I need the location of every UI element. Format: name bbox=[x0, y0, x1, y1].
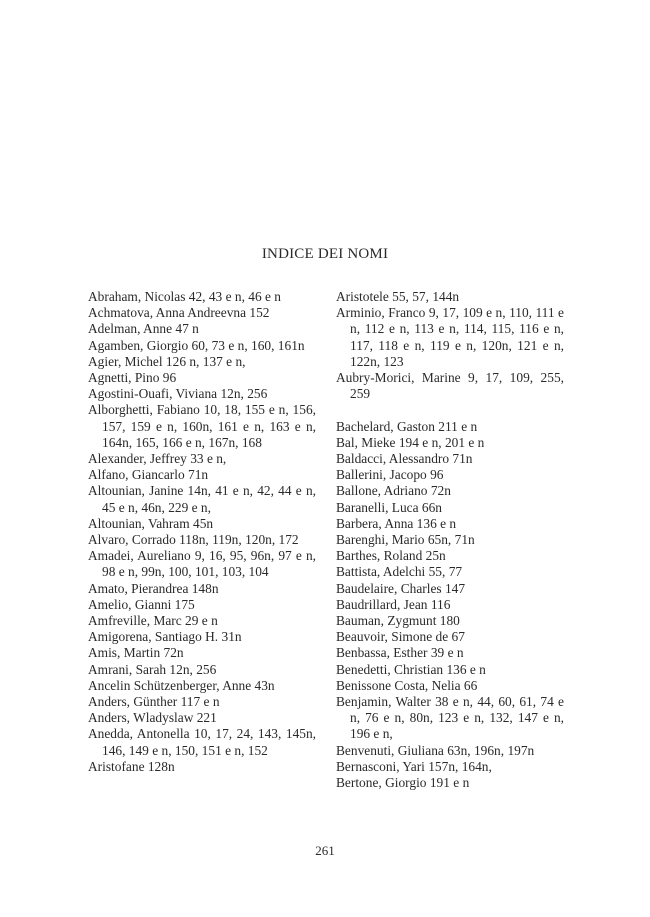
index-entry: Aristofane 128n bbox=[88, 758, 175, 774]
index-group-a bbox=[336, 289, 564, 402]
index-entry: Benvenuti, Giuliana 63n, 196n, 197n bbox=[336, 742, 535, 758]
index-entry: Baldacci, Alessandro 71n bbox=[336, 451, 473, 467]
index-entry: Altounian, Vahram 45n bbox=[88, 515, 214, 531]
index-entry: Amelio, Gianni 175 bbox=[88, 596, 195, 612]
index-entry: Amfreville, Marc 29 e n bbox=[88, 613, 218, 629]
index-entry: Aubry-Morici, Marine 9, 17, 109, 255, 259 bbox=[336, 370, 564, 402]
index-entry: Baudelaire, Charles 147 bbox=[336, 580, 466, 596]
index-entry: Abraham, Nicolas 42, 43 e n, 46 e n bbox=[88, 289, 282, 304]
index-entry: Agier, Michel 126 n, 137 e n, bbox=[88, 353, 246, 369]
index-entry: Achmatova, Anna Andreevna 152 bbox=[88, 305, 270, 321]
index-entry: Arminio, Franco 9, 17, 109 e n, 110, 111 e n, 112 e n, 113 e n, 114, 115, 116 e n, 117, 118 e n, 119 e n, 120n, 121 e n, 122n, 123 bbox=[336, 305, 564, 369]
index-entry: Amigorena, Santiago H. 31n bbox=[88, 629, 242, 645]
index-entry: Anders, Günther 117 e n bbox=[88, 694, 220, 710]
letter-group-separator bbox=[336, 402, 564, 418]
index-entry: Baudrillard, Jean 116 bbox=[336, 596, 451, 612]
index-entry: Agamben, Giorgio 60, 73 e n, 160, 161n bbox=[88, 337, 305, 353]
index-group-b bbox=[336, 419, 564, 792]
index-entry: Bauman, Zygmunt 180 bbox=[336, 613, 460, 629]
index-entry: Battista, Adelchi 55, 77 bbox=[336, 564, 463, 580]
index-entry: Bal, Mieke 194 e n, 201 e n bbox=[336, 434, 485, 450]
index-entry: Barthes, Roland 25n bbox=[336, 548, 446, 564]
index-entry: Benissone Costa, Nelia 66 bbox=[336, 677, 478, 693]
page-title: INDICE DEI NOMI bbox=[261, 246, 389, 262]
index-column-left bbox=[88, 289, 316, 775]
index-entry: Alborghetti, Fabiano 10, 18, 155 e n, 156, 157, 159 e n, 160n, 161 e n, 163 e n, 164n, 165, 166 e n, 167n, 168 bbox=[88, 402, 316, 450]
index-entry: Benbassa, Esther 39 e n bbox=[336, 645, 464, 661]
index-entry: Bachelard, Gaston 211 e n bbox=[336, 418, 478, 434]
index-entry: Alexander, Jeffrey 33 e n, bbox=[88, 451, 227, 467]
index-entry: Benedetti, Christian 136 e n bbox=[336, 661, 486, 677]
index-entry: Barbera, Anna 136 e n bbox=[336, 515, 457, 531]
index-entry: Aristotele 55, 57, 144n bbox=[336, 289, 460, 304]
index-entry: Ancelin Schützenberger, Anne 43n bbox=[88, 677, 275, 693]
index-column-right bbox=[336, 289, 564, 791]
index-entry: Beauvoir, Simone de 67 bbox=[336, 629, 465, 645]
index-entry: Baranelli, Luca 66n bbox=[336, 499, 442, 515]
index-entry: Amadei, Aureliano 9, 16, 95, 96n, 97 e n, 98 e n, 99n, 100, 101, 103, 104 bbox=[88, 548, 316, 580]
index-entry: Benjamin, Walter 38 e n, 44, 60, 61, 74 e n, 76 e n, 80n, 123 e n, 132, 147 e n, 196 e n, bbox=[336, 694, 564, 742]
index-entry: Altounian, Janine 14n, 41 e n, 42, 44 e n, 45 e n, 46n, 229 e n, bbox=[88, 483, 316, 515]
index-entry: Adelman, Anne 47 n bbox=[88, 321, 199, 337]
index-entry: Amato, Pierandrea 148n bbox=[88, 580, 219, 596]
index-entry: Ballone, Adriano 72n bbox=[336, 483, 451, 499]
index-entry: Alvaro, Corrado 118n, 119n, 120n, 172 bbox=[88, 532, 299, 548]
index-entry: Amis, Martin 72n bbox=[88, 645, 184, 661]
index-entry: Anedda, Antonella 10, 17, 24, 143, 145n, 146, 149 e n, 150, 151 e n, 152 bbox=[88, 726, 316, 758]
index-entry: Agnetti, Pino 96 bbox=[88, 370, 177, 386]
index-entry: Amrani, Sarah 12n, 256 bbox=[88, 661, 217, 677]
index-entry: Bertone, Giorgio 191 e n bbox=[336, 775, 470, 791]
index-entry: Barenghi, Mario 65n, 71n bbox=[336, 532, 475, 548]
index-entry: Anders, Wladyslaw 221 bbox=[88, 710, 217, 726]
index-entry: Bernasconi, Yari 157n, 164n, bbox=[336, 758, 492, 774]
index-entry: Ballerini, Jacopo 96 bbox=[336, 467, 444, 483]
index-entry: Agostini-Ouafi, Viviana 12n, 256 bbox=[88, 386, 268, 402]
page-number: 261 bbox=[315, 843, 335, 858]
index-entry: Alfano, Giancarlo 71n bbox=[88, 467, 209, 483]
